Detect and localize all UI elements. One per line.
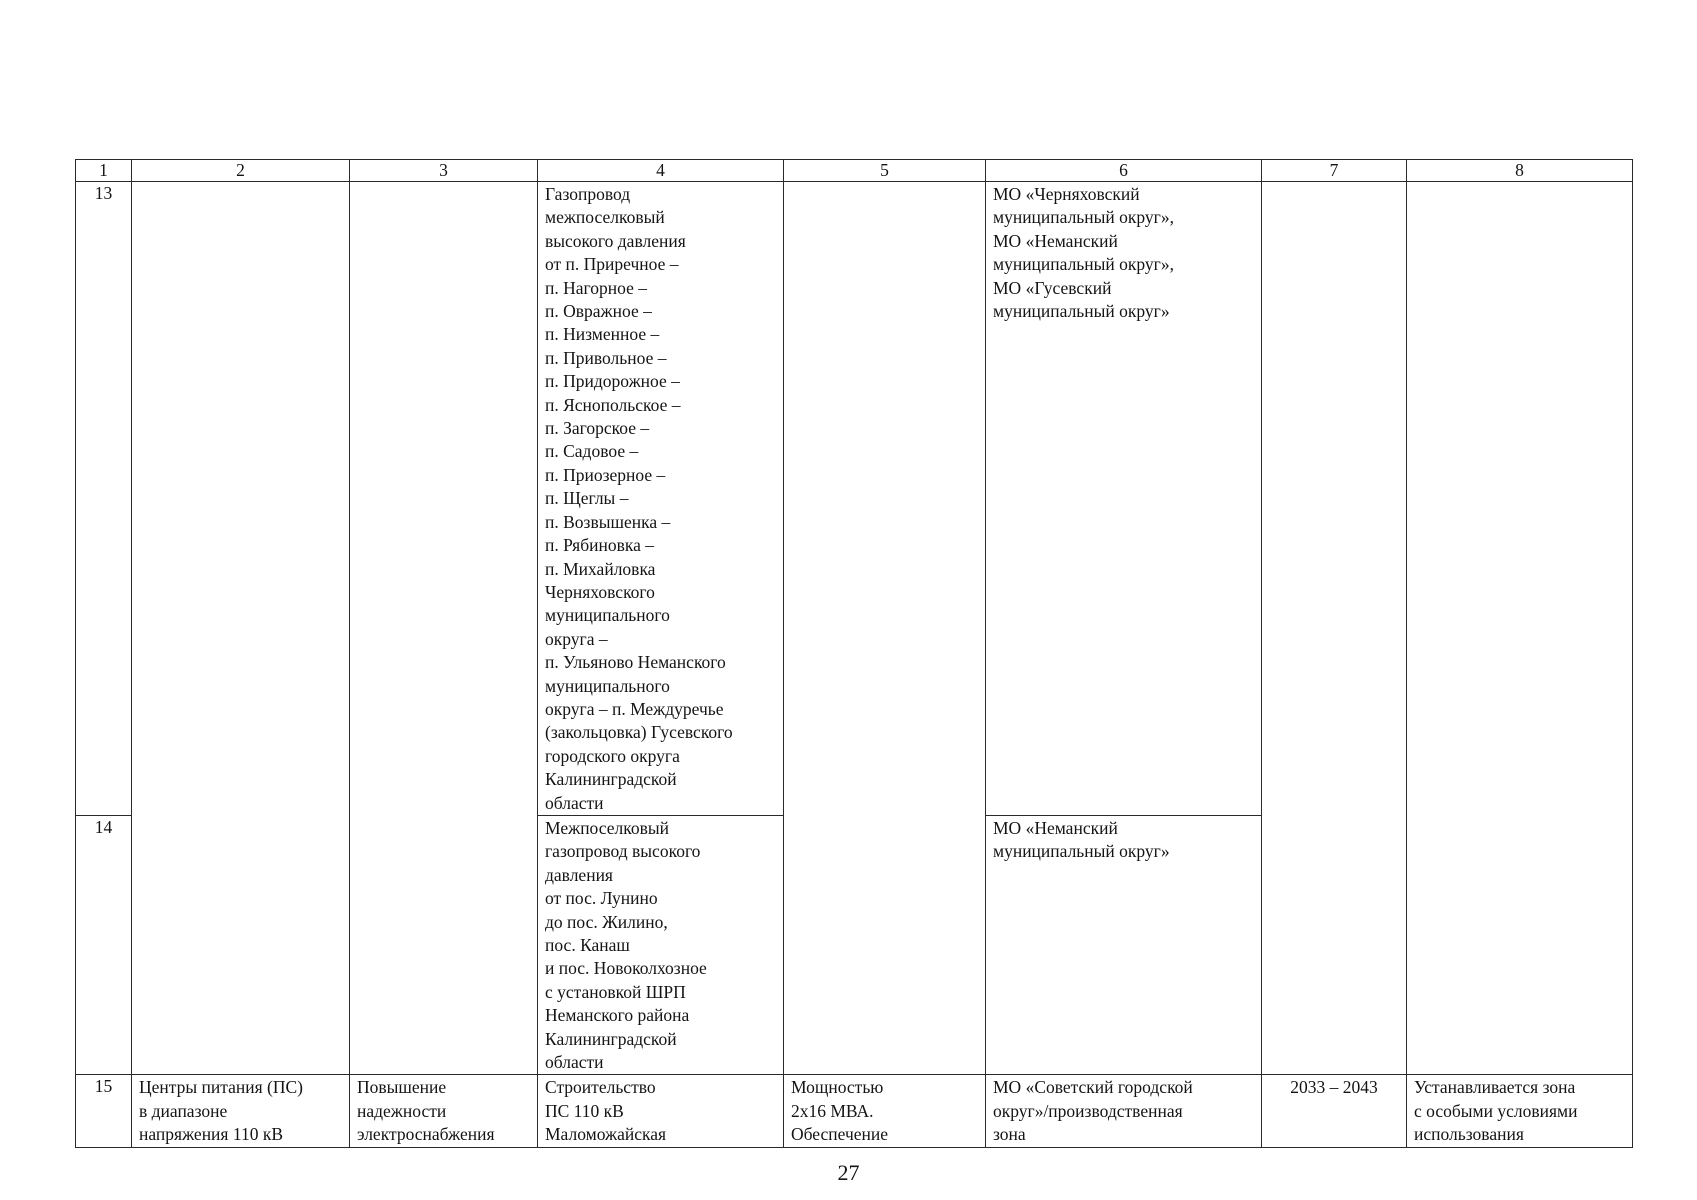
- purpose-cell: Повышение надежности электроснабжения: [350, 1075, 538, 1147]
- object-type-cell: Центры питания (ПС) в диапазоне напряжения 110 кВ: [132, 1075, 350, 1147]
- object-name-cell: Газопровод межпоселковый высокого давления от п. Приречное – п. Нагорное – п. Овражное – п. Низменное – п. Привольное – п. Придорожное – п. Яснопольское – п. Загорское – п. Садовое – п. Приозерное – п. Щеглы – п. Возвышенка – п. Рябиновка – п. Михайловка Черняховского муниципального округа – п. Ульяново Неманского муниципального округа – п. Междуречье (закольцовка) Гусевского городского округа Калининградской области: [538, 182, 784, 816]
- period-cell: [1262, 182, 1407, 1075]
- object-name-cell: Межпоселковый газопровод высокого давления от пос. Лунино до пос. Жилино, пос. Канаш и пос. Новоколхозное с установкой ШРП Неманского района Калининградской области: [538, 815, 784, 1074]
- column-number: 2: [132, 160, 350, 182]
- row-number: 13: [76, 182, 132, 816]
- location-cell: МО «Черняховский муниципальный округ», МО «Неманский муниципальный округ», МО «Гусевский муниципальный округ»: [986, 182, 1262, 816]
- characteristics-cell: [784, 182, 986, 1075]
- column-number: 4: [538, 160, 784, 182]
- table-row: [76, 182, 1633, 816]
- zone-cell: [1407, 182, 1633, 1075]
- object-name-cell: Строительство ПС 110 кВ Маломожайская: [538, 1075, 784, 1147]
- column-number: 5: [784, 160, 986, 182]
- purpose-cell: [350, 182, 538, 1075]
- row-number: 15: [76, 1075, 132, 1147]
- column-number: 1: [76, 160, 132, 182]
- row-number: 14: [76, 815, 132, 1074]
- table-row: [76, 1075, 1633, 1147]
- column-number: 7: [1262, 160, 1407, 182]
- column-number: 8: [1407, 160, 1633, 182]
- zone-cell: Устанавливается зона с особыми условиями использования: [1407, 1075, 1633, 1147]
- column-number: 3: [350, 160, 538, 182]
- period-cell: 2033 – 2043: [1262, 1075, 1407, 1147]
- column-number: 6: [986, 160, 1262, 182]
- characteristics-cell: Мощностью 2х16 МВА. Обеспечение: [784, 1075, 986, 1147]
- column-number-row: [76, 160, 1633, 182]
- page-number: 27: [837, 1160, 860, 1185]
- document-table: [75, 159, 1633, 1148]
- location-cell: МО «Советский городской округ»/производственная зона: [986, 1075, 1262, 1147]
- object-type-cell: [132, 182, 350, 1075]
- location-cell: МО «Неманский муниципальный округ»: [986, 815, 1262, 1074]
